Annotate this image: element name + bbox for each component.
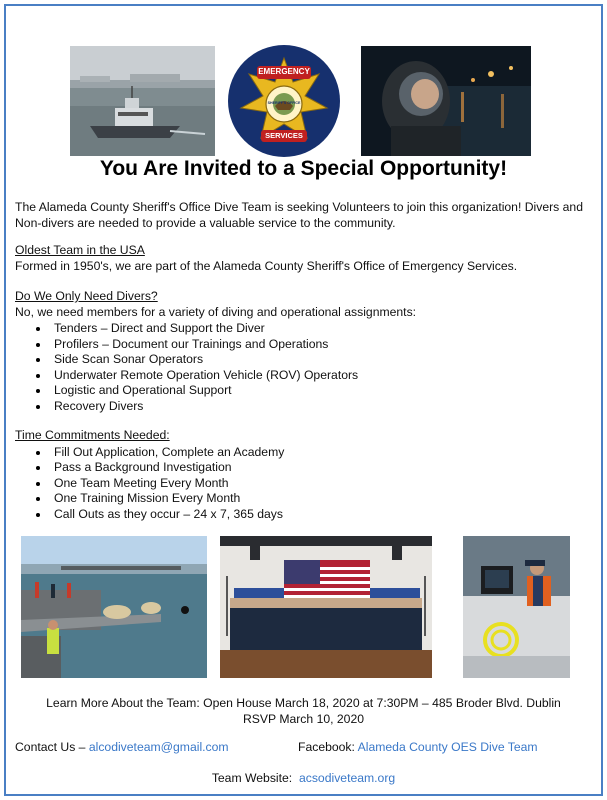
rsvp-text: RSVP March 10, 2020 [242, 712, 365, 726]
list-item: Recovery Divers [15, 399, 595, 415]
time-commitments-section [15, 428, 595, 522]
time-commitments-heading: Time Commitments Needed: [15, 428, 170, 442]
facebook-link[interactable]: Alameda County OES Dive Team [357, 740, 538, 754]
website-label: Team Website: [211, 771, 299, 785]
divers-text: No, we need members for a variety of diving and operational assignments: [15, 304, 417, 319]
team-group-photo [220, 536, 432, 678]
badge-bottom-text: SERVICES [265, 131, 303, 140]
diver-night-photo [361, 46, 531, 156]
sonar-operator-photo [463, 536, 570, 678]
contact-label: Contact Us – [15, 740, 89, 754]
list-item: Underwater Remote Operation Vehicle (ROV) Operators [15, 368, 595, 384]
intro-paragraph: The Alameda County Sheriff's Office Dive Team is seeking Volunteers to join this organization! Divers and Non-divers are needed to provide a valuable service to the community. [15, 200, 583, 230]
oldest-team-section [15, 243, 595, 274]
oldest-team-heading: Oldest Team in the USA [15, 243, 145, 257]
harbor-training-photo [21, 536, 207, 678]
website-link[interactable]: acsodiveteam.org [298, 771, 396, 785]
badge-ring-text: SHERIFF'S OFFICE [267, 101, 301, 105]
commitments-list [15, 445, 595, 523]
contact-line [15, 740, 229, 754]
divers-section [15, 289, 595, 415]
list-item: Side Scan Sonar Operators [15, 352, 595, 368]
boat-photo [70, 46, 215, 156]
list-item: Logistic and Operational Support [15, 383, 595, 399]
page-title: You Are Invited to a Special Opportunity! [99, 157, 508, 180]
list-item: One Team Meeting Every Month [15, 476, 595, 492]
list-item: Profilers – Document our Trainings and Operations [15, 337, 595, 353]
list-item: One Training Mission Every Month [15, 491, 595, 507]
badge-top-text: EMERGENCY [258, 67, 310, 76]
website-line [0, 770, 607, 786]
divers-heading: Do We Only Need Divers? [15, 289, 158, 303]
list-item: Pass a Background Investigation [15, 460, 595, 476]
list-item: Fill Out Application, Complete an Academy [15, 445, 595, 461]
list-item: Tenders – Direct and Support the Diver [15, 321, 595, 337]
open-house-text: Learn More About the Team: Open House March 18, 2020 at 7:30PM – 485 Broder Blvd. Dublin [46, 696, 561, 710]
list-item: Call Outs as they occur – 24 x 7, 365 days [15, 507, 595, 523]
facebook-label: Facebook: [298, 740, 358, 754]
roles-list [15, 321, 595, 415]
contact-email-link[interactable]: alcodiveteam@gmail.com [88, 740, 229, 754]
sheriff-badge-logo [227, 44, 341, 158]
oldest-team-text: Formed in 1950's, we are part of the Alameda County Sheriff's Office of Emergency Services. [15, 258, 518, 273]
facebook-line [298, 740, 538, 754]
